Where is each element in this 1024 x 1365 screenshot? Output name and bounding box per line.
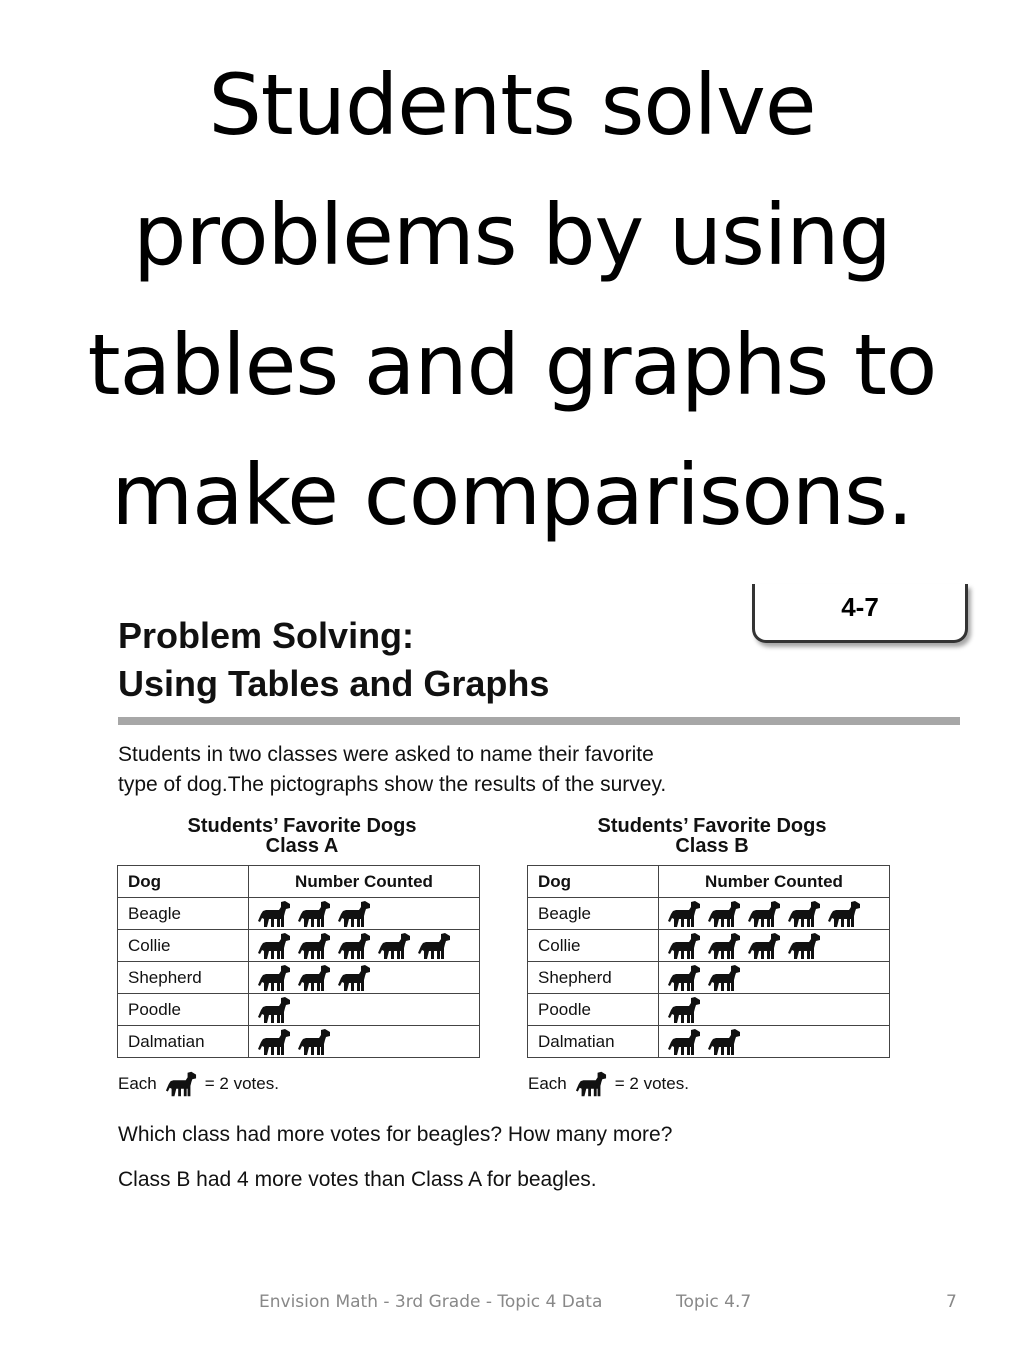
dog-icon bbox=[827, 900, 861, 928]
dog-icon bbox=[257, 964, 291, 992]
dog-icon bbox=[377, 932, 411, 960]
pictograph-a-key bbox=[118, 1070, 279, 1098]
dog-icons bbox=[667, 900, 881, 928]
dog-icon bbox=[667, 964, 701, 992]
lesson-number: 4-7 bbox=[841, 592, 879, 622]
dog-icon bbox=[707, 900, 741, 928]
worksheet-heading-line: Problem Solving: bbox=[118, 615, 415, 656]
table-row bbox=[118, 930, 480, 962]
slide-title-line: make comparisons. bbox=[111, 446, 913, 544]
slide-title-line: tables and graphs to bbox=[87, 316, 937, 414]
table-header-row bbox=[118, 866, 480, 898]
intro-text bbox=[118, 740, 666, 800]
dog-name-cell: Shepherd bbox=[118, 962, 249, 994]
dog-icon bbox=[707, 1028, 741, 1056]
heading-divider bbox=[118, 717, 960, 725]
table-row bbox=[118, 898, 480, 930]
dog-key-icon bbox=[165, 1070, 197, 1098]
number-counted-cell bbox=[659, 1026, 890, 1058]
number-counted-cell bbox=[249, 994, 480, 1026]
table-row bbox=[528, 898, 890, 930]
dog-icons bbox=[257, 964, 471, 992]
dog-name-cell: Poodle bbox=[528, 994, 659, 1026]
dog-icon bbox=[667, 996, 701, 1024]
dog-icon bbox=[337, 964, 371, 992]
column-header-number: Number Counted bbox=[249, 866, 480, 898]
footer-page-number: 7 bbox=[946, 1292, 957, 1312]
dog-icons bbox=[257, 996, 471, 1024]
dog-name-cell: Dalmatian bbox=[528, 1026, 659, 1058]
dog-icon bbox=[707, 964, 741, 992]
number-counted-cell bbox=[659, 898, 890, 930]
table-row bbox=[528, 930, 890, 962]
dog-icon bbox=[297, 932, 331, 960]
slide-title-line: Students solve bbox=[208, 56, 816, 154]
pictograph-a-table bbox=[117, 865, 480, 1058]
pictograph-title: Students’ Favorite Dogs bbox=[597, 815, 827, 837]
pictograph-b-key bbox=[528, 1070, 689, 1098]
number-counted-cell bbox=[249, 930, 480, 962]
number-counted-cell bbox=[659, 962, 890, 994]
table-row bbox=[528, 962, 890, 994]
footer-topic: Topic 4.7 bbox=[676, 1292, 752, 1312]
answer-text: Class B had 4 more votes than Class A for beagles. bbox=[118, 1168, 597, 1191]
dog-name-cell: Poodle bbox=[118, 994, 249, 1026]
key-each-label: Each bbox=[528, 1074, 567, 1093]
dog-icons bbox=[667, 1028, 881, 1056]
dog-icon bbox=[707, 932, 741, 960]
pictograph-b-body bbox=[528, 898, 890, 1058]
number-counted-cell bbox=[249, 962, 480, 994]
dog-name-cell: Shepherd bbox=[528, 962, 659, 994]
dog-icon bbox=[667, 1028, 701, 1056]
intro-line: type of dog.The pictographs show the results of the survey. bbox=[118, 773, 667, 796]
pictograph-subtitle: Class A bbox=[265, 835, 339, 857]
footer-course: Envision Math - 3rd Grade - Topic 4 Data bbox=[259, 1292, 603, 1312]
dog-icon bbox=[297, 1028, 331, 1056]
dog-icon bbox=[297, 964, 331, 992]
key-each-label: Each bbox=[118, 1074, 157, 1093]
dog-name-cell: Collie bbox=[528, 930, 659, 962]
dog-icons bbox=[667, 996, 881, 1024]
dog-name-cell: Beagle bbox=[118, 898, 249, 930]
table-row bbox=[528, 994, 890, 1026]
dog-icon bbox=[787, 900, 821, 928]
dog-icons bbox=[667, 964, 881, 992]
dog-icons bbox=[257, 900, 471, 928]
dog-icon bbox=[337, 900, 371, 928]
table-row bbox=[118, 1026, 480, 1058]
dog-name-cell: Collie bbox=[118, 930, 249, 962]
column-header-dog: Dog bbox=[118, 866, 249, 898]
pictograph-subtitle: Class B bbox=[675, 835, 749, 857]
slide-title-line: problems by using bbox=[133, 186, 891, 284]
dog-icon bbox=[747, 900, 781, 928]
pictograph-b-title bbox=[527, 816, 897, 856]
intro-line: Students in two classes were asked to name their favorite bbox=[118, 743, 654, 766]
dog-icon bbox=[747, 932, 781, 960]
worksheet-heading-line: Using Tables and Graphs bbox=[118, 663, 550, 704]
dog-icons bbox=[257, 1028, 471, 1056]
key-equals-label: = 2 votes. bbox=[614, 1074, 689, 1093]
dog-icon bbox=[667, 900, 701, 928]
pictograph-b-table bbox=[527, 865, 890, 1058]
pictograph-a-title bbox=[117, 816, 487, 856]
column-header-dog: Dog bbox=[528, 866, 659, 898]
slide-title bbox=[0, 40, 1024, 560]
dog-name-cell: Beagle bbox=[528, 898, 659, 930]
dog-icon bbox=[417, 932, 451, 960]
key-equals-label: = 2 votes. bbox=[204, 1074, 279, 1093]
number-counted-cell bbox=[659, 994, 890, 1026]
number-counted-cell bbox=[249, 898, 480, 930]
question-text: Which class had more votes for beagles? How many more? bbox=[118, 1123, 673, 1146]
column-header-number: Number Counted bbox=[659, 866, 890, 898]
dog-icons bbox=[667, 932, 881, 960]
dog-icon bbox=[297, 900, 331, 928]
worksheet-heading bbox=[118, 612, 549, 708]
lesson-badge bbox=[752, 584, 968, 643]
dog-icons bbox=[257, 932, 471, 960]
dog-icon bbox=[667, 932, 701, 960]
pictograph-a-body bbox=[118, 898, 480, 1058]
table-row bbox=[118, 994, 480, 1026]
dog-icon bbox=[787, 932, 821, 960]
number-counted-cell bbox=[659, 930, 890, 962]
number-counted-cell bbox=[249, 1026, 480, 1058]
pictograph-title: Students’ Favorite Dogs bbox=[187, 815, 417, 837]
dog-key-icon bbox=[575, 1070, 607, 1098]
dog-icon bbox=[337, 932, 371, 960]
table-row bbox=[528, 1026, 890, 1058]
dog-icon bbox=[257, 1028, 291, 1056]
table-header-row bbox=[528, 866, 890, 898]
table-row bbox=[118, 962, 480, 994]
dog-icon bbox=[257, 932, 291, 960]
dog-icon bbox=[257, 900, 291, 928]
dog-name-cell: Dalmatian bbox=[118, 1026, 249, 1058]
dog-icon bbox=[257, 996, 291, 1024]
